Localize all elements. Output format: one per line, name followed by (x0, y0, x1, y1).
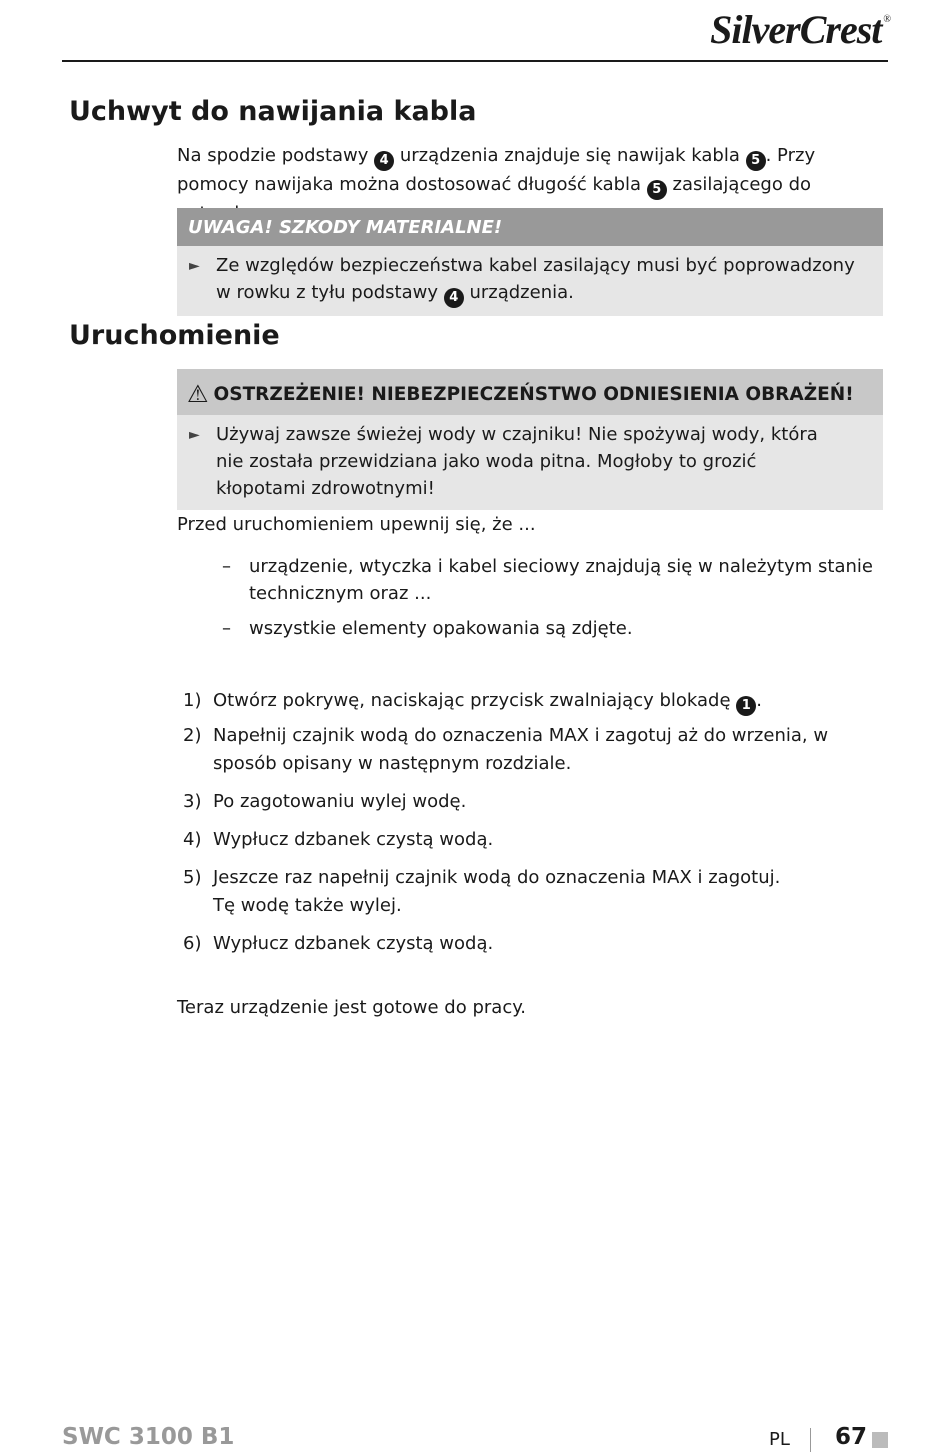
ready-statement: Teraz urządzenie jest gotowe do pracy. (177, 997, 527, 1018)
startup-intro: Przed uruchomieniem upewnij się, że ... (177, 514, 536, 535)
warning-heading: ⚠ OSTRZEŻENIE! NIEBEZPIECZEŃSTWO ODNIESIENIA OBRAŻEŃ! (177, 369, 883, 415)
footer-square-icon (872, 1432, 888, 1448)
ref-number-badge: 5 (746, 151, 766, 171)
step-item: 1) Otwórz pokrywę, naciskając przycisk zwalniający blokadę 1 . (183, 687, 883, 716)
step-item: 5) Jeszcze raz napełnij czajnik wodą do oznaczenia MAX i zagotuj. Tę wodę także wylej. (183, 864, 883, 920)
step-number: 6) (183, 933, 202, 954)
ref-number-badge: 5 (647, 180, 667, 200)
step-number: 2) (183, 725, 202, 746)
material-damage-notice (177, 208, 883, 316)
dash-mark: – (222, 618, 231, 639)
step-number: 1) (183, 690, 202, 711)
cable-winder-paragraph: Na spodzie podstawy 4 urządzenia znajduje się nawijak kabla 5 . Przy pomocy nawijaka można dostosować długość kabla 5 zasilającego do (177, 142, 887, 227)
brand-name: SilverCrest (710, 7, 882, 52)
section-title-startup: Uruchomienie (69, 320, 280, 351)
registered-mark: ® (883, 14, 890, 25)
step-item: 6) Wypłucz dzbanek czystą wodą. (183, 930, 883, 958)
bullet-arrow-icon: ► (189, 427, 200, 443)
step-item: 2) Napełnij czajnik wodą do oznaczenia MAX i zagotuj aż do wrzenia, w sposób opisany w następnym rozdziale. (183, 722, 883, 778)
warning-triangle-icon: ⚠ (187, 380, 209, 408)
injury-warning (177, 369, 883, 510)
step-number: 5) (183, 867, 202, 888)
section-title-cable-winder: Uchwyt do nawijania kabla (69, 96, 477, 127)
step-number: 4) (183, 829, 202, 850)
step-item: 4) Wypłucz dzbanek czystą wodą. (183, 826, 883, 854)
notice-heading: UWAGA! SZKODY MATERIALNE! (177, 208, 883, 246)
checklist-item: – urządzenie, wtyczka i kabel sieciowy znajdują się w należytym stanie technicznym oraz ... (222, 553, 882, 607)
dash-mark: – (222, 556, 231, 577)
footer-language: PL (769, 1429, 790, 1450)
brand-logo (710, 6, 888, 53)
warning-body: ► Używaj zawsze świeżej wody w czajniku! Nie spożywaj wody, która nie została przewidziana jako woda pitna. Mogłoby to grozić kłopotami zdrowotnymi! (189, 424, 818, 499)
ref-number-badge: 4 (444, 288, 464, 308)
header-rule (62, 60, 888, 62)
page-number: 67 (835, 1424, 868, 1450)
footer-model: SWC 3100 B1 (62, 1424, 235, 1450)
notice-body: ► Ze względów bezpieczeństwa kabel zasilający musi być poprowadzony w rowku z tyłu podstawy 4 urządzenia. (177, 246, 883, 316)
step-number: 3) (183, 791, 202, 812)
checklist-item: – wszystkie elementy opakowania są zdjęte. (222, 615, 882, 642)
ref-number-badge: 1 (736, 696, 756, 716)
step-item: 3) Po zagotowaniu wylej wodę. (183, 788, 883, 816)
ref-number-badge: 4 (374, 151, 394, 171)
footer-divider (810, 1428, 811, 1452)
bullet-arrow-icon: ► (189, 258, 200, 274)
